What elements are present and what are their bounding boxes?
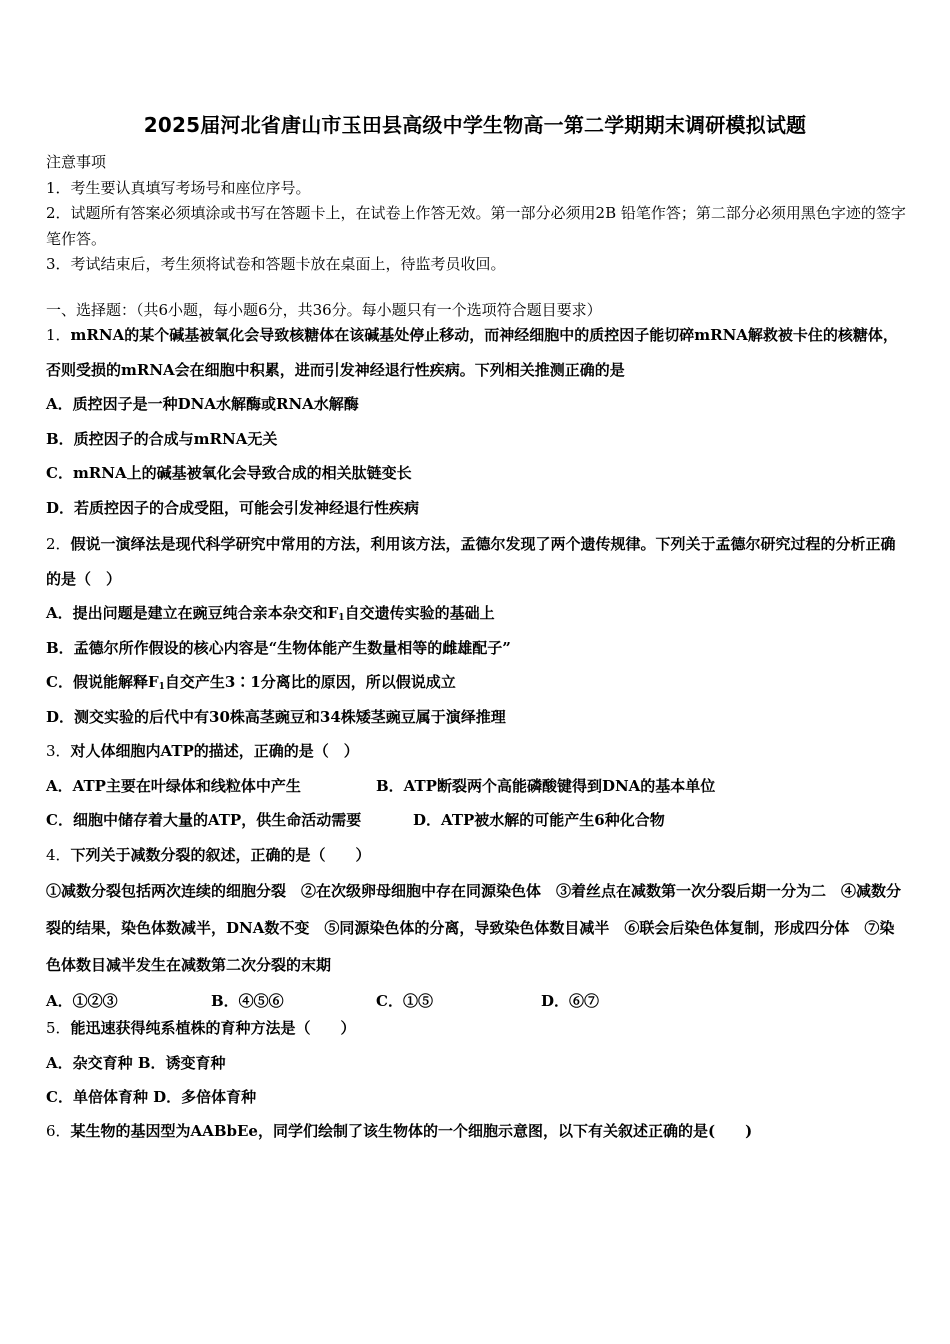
question-2: [46, 527, 908, 734]
question-text: 下列关于减数分裂的叙述，正确的是（ ）: [70, 846, 371, 864]
section-heading: 一、选择题：（共6小题，每小题6分，共36分。每小题只有一个选项符合题目要求）: [46, 301, 602, 319]
option-d: D．若质控因子的合成受阻，可能会引发神经退行性疾病: [46, 498, 420, 517]
question-number: 1．: [46, 326, 71, 344]
question-6: [46, 1114, 908, 1149]
option-c: C．①⑤: [376, 991, 433, 1010]
options-ab: A．杂交育种 B．诱变育种: [46, 1053, 226, 1072]
options-row: [46, 803, 908, 838]
option-b: B．④⑤⑥: [211, 991, 284, 1010]
option-b: B．ATP断裂两个高能磷酸键得到DNA的基本单位: [376, 776, 716, 795]
question-number: 6．: [46, 1122, 71, 1140]
option-a: A．ATP主要在叶绿体和线粒体中产生: [46, 776, 301, 795]
notice-heading: 注意事项: [46, 153, 107, 171]
question-1-stem: [46, 318, 908, 387]
question-text: 假说一演绎法是现代科学研究中常用的方法，利用该方法，孟德尔发现了两个遗传规律。下列关于孟德尔研究过程的分析正确的是（ ）: [46, 535, 896, 588]
question-text: 能迅速获得纯系植株的育种方法是（ ）: [70, 1019, 356, 1037]
question-4-stem: [46, 838, 908, 873]
question-4-statements: ①减数分裂包括两次连续的细胞分裂 ②在次级卵母细胞中存在同源染色体 ③着丝点在减数第一次分裂后期一分为二 ④减数分裂的结果，染色体数减半，DNA数不变 ⑤同源染色体的分离，导致染色体数目减半 ⑥联会后染色体复制，形成四分体 ⑦染色体数目减半发生在减数第二次分裂的末期: [46, 881, 902, 974]
question-5-stem: [46, 1011, 908, 1046]
question-3: [46, 734, 908, 838]
option-a: A．质控因子是一种DNA水解酶或RNA水解酶: [46, 395, 359, 413]
question-6-stem: [46, 1114, 908, 1149]
option-d: D．测交实验的后代中有30株高茎豌豆和34株矮茎豌豆属于演绎推理: [46, 707, 506, 726]
option-c: C．细胞中储存着大量的ATP，供生命活动需要: [46, 811, 362, 829]
options-row: [46, 769, 908, 804]
options-cd: C．单倍体育种 D．多倍体育种: [46, 1088, 257, 1106]
question-number: 4．: [46, 846, 71, 864]
option-d: D．⑥⑦: [541, 991, 600, 1010]
notice-item: 3．考试结束后，考生须将试卷和答题卡放在桌面上，待监考员收回。: [46, 255, 506, 273]
notice-item: 1．考生要认真填写考场号和座位序号。: [46, 178, 311, 197]
question-5: [46, 1011, 908, 1115]
question-number: 5．: [46, 1019, 71, 1037]
option-c: C．mRNA上的碱基被氧化会导致合成的相关肽链变长: [46, 464, 412, 482]
page-title: 2025届河北省唐山市玉田县高级中学生物高一第二学期期末调研模拟试题: [143, 113, 807, 137]
question-text: mRNA的某个碱基被氧化会导致核糖体在该碱基处停止移动，而神经细胞中的质控因子能切碎mRNA解救被卡住的核糖体，否则受损的mRNA会在细胞中积累，进而引发神经退行性疾病。下列相关推测正确的是: [46, 326, 898, 379]
option-a: A．提出问题是建立在豌豆纯合亲本杂交和$F_1$自交遗传实验的基础上: [46, 604, 495, 623]
option-c: C．假说能解释$F_1$自交产生3∶1分离比的原因，所以假说成立: [46, 673, 456, 692]
question-text: 对人体细胞内ATP的描述，正确的是（ ）: [70, 742, 359, 760]
notice-block: [46, 150, 908, 278]
option-b: B．质控因子的合成与mRNA无关: [46, 429, 278, 448]
question-1: [46, 318, 908, 525]
question-3-stem: [46, 734, 908, 769]
question-4: [46, 838, 908, 1018]
question-2-stem: [46, 527, 908, 596]
option-b: B．孟德尔所作假设的核心内容是“生物体能产生数量相等的雌雄配子”: [46, 638, 511, 657]
option-d: D．ATP被水解的可能产生6种化合物: [413, 811, 665, 829]
option-a: A．①②③: [46, 991, 118, 1010]
question-number: 2．: [46, 535, 71, 553]
question-number: 3．: [46, 742, 71, 760]
question-text: 某生物的基因型为AABbEe，同学们绘制了该生物体的一个细胞示意图，以下有关叙述正确的是( ): [70, 1122, 753, 1140]
notice-item: 2．试题所有答案必须填涂或书写在答题卡上，在试卷上作答无效。第一部分必须用2B 铅笔作答；第二部分必须用黑色字迹的签字笔作答。: [46, 204, 906, 248]
